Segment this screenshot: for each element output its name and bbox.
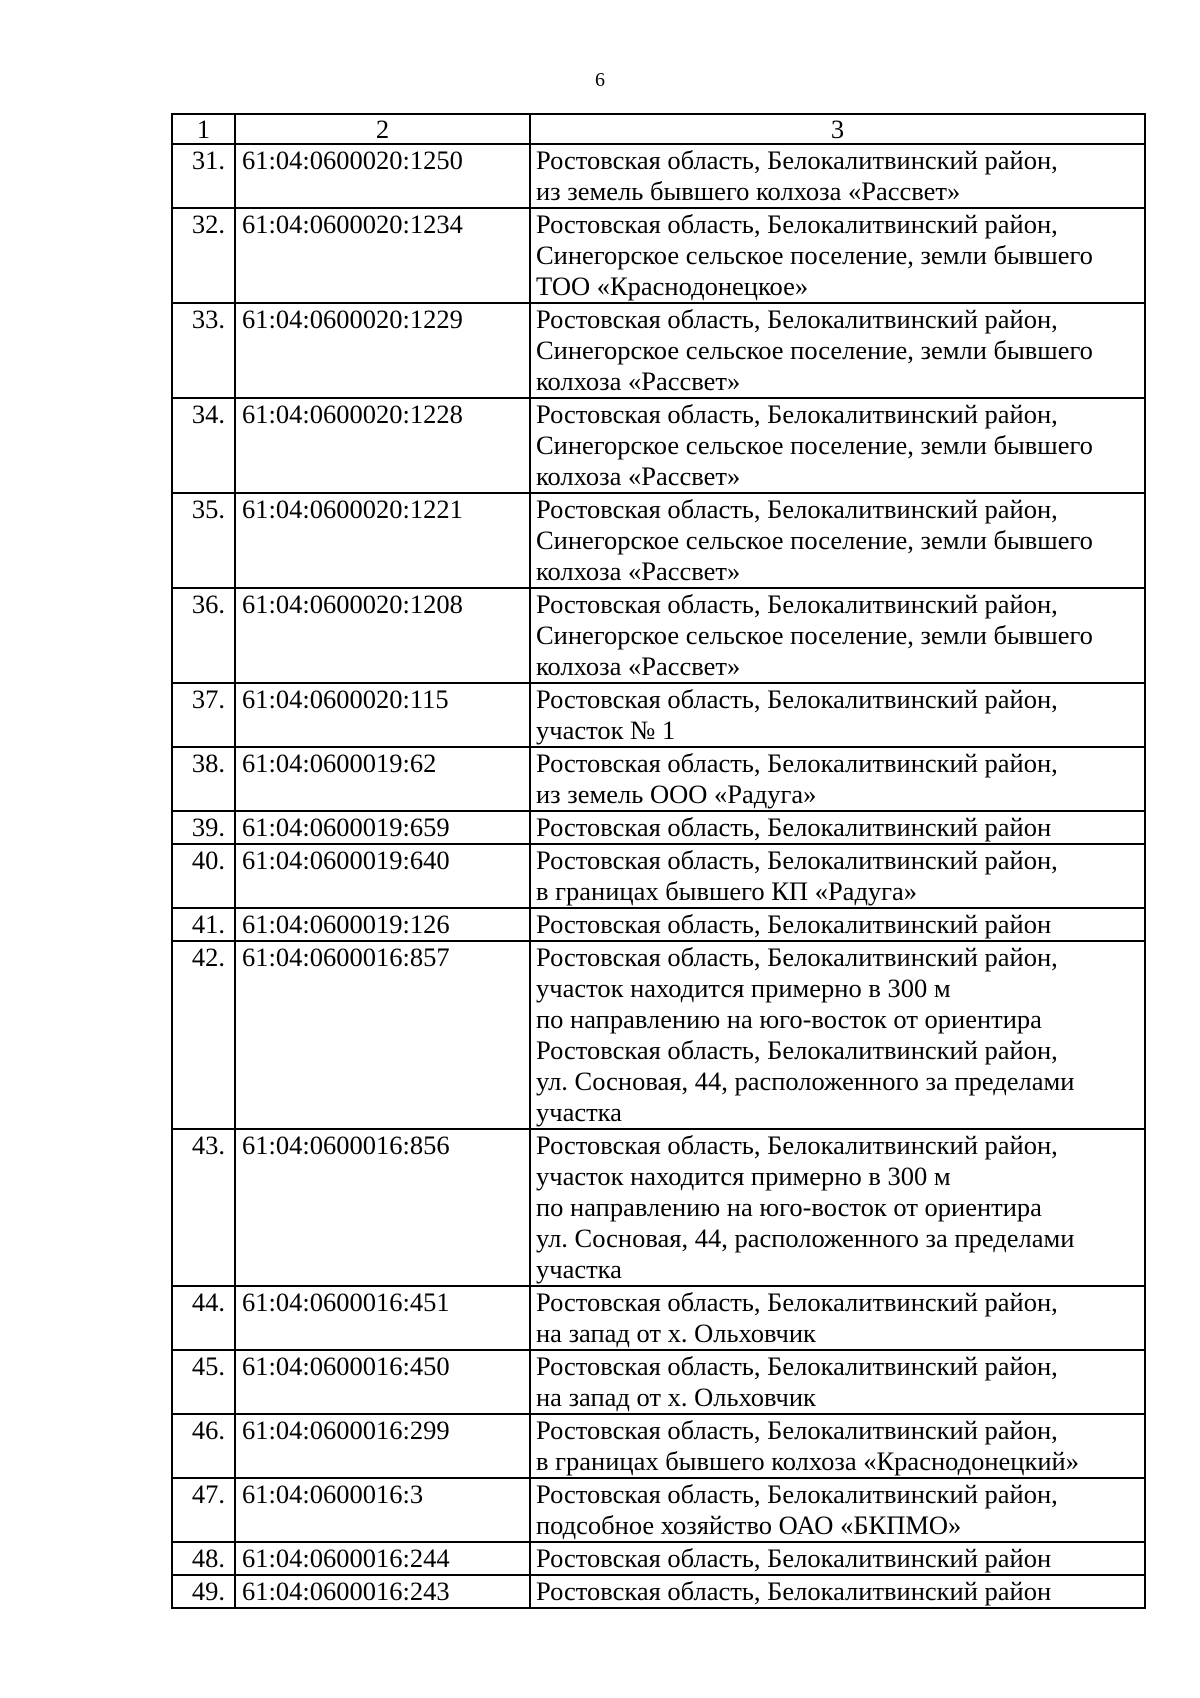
cadastral-number: 61:04:0600019:62 bbox=[235, 747, 530, 811]
cadastral-number: 61:04:0600019:126 bbox=[235, 908, 530, 941]
table-body bbox=[172, 144, 1145, 1608]
table-row bbox=[172, 493, 1145, 588]
address-cell bbox=[530, 1129, 1145, 1286]
table-row bbox=[172, 1575, 1145, 1608]
address-line: подсобное хозяйство ОАО «БКПМО» bbox=[536, 1510, 962, 1540]
row-number: 36. bbox=[172, 588, 235, 683]
row-number: 39. bbox=[172, 811, 235, 844]
address-line: из земель бывшего колхоза «Рассвет» bbox=[536, 176, 961, 206]
address-line: участок находится примерно в 300 м bbox=[536, 973, 951, 1003]
cadastral-number: 61:04:0600020:115 bbox=[235, 683, 530, 747]
address-line: в границах бывшего КП «Радуга» bbox=[536, 876, 918, 906]
address-line: участка bbox=[536, 1254, 622, 1284]
table-row bbox=[172, 844, 1145, 908]
address-line: ТОО «Краснодонецкое» bbox=[536, 271, 809, 301]
address-line: Синегорское сельское поселение, земли бывшего bbox=[536, 430, 1093, 460]
address-cell bbox=[530, 144, 1145, 208]
cadastral-number: 61:04:0600016:450 bbox=[235, 1350, 530, 1414]
row-number: 40. bbox=[172, 844, 235, 908]
address-cell bbox=[530, 1575, 1145, 1608]
row-number: 46. bbox=[172, 1414, 235, 1478]
address-cell bbox=[530, 747, 1145, 811]
row-number: 31. bbox=[172, 144, 235, 208]
cadastral-number: 61:04:0600016:299 bbox=[235, 1414, 530, 1478]
address-line: колхоза «Рассвет» bbox=[536, 366, 741, 396]
address-line: Ростовская область, Белокалитвинский район, bbox=[536, 399, 1058, 429]
address-line: Синегорское сельское поселение, земли бывшего bbox=[536, 620, 1093, 650]
cadastral-number: 61:04:0600019:640 bbox=[235, 844, 530, 908]
cadastral-number: 61:04:0600016:856 bbox=[235, 1129, 530, 1286]
address-cell bbox=[530, 493, 1145, 588]
address-line: на запад от х. Ольховчик bbox=[536, 1382, 816, 1412]
address-line: Ростовская область, Белокалитвинский район, bbox=[536, 748, 1058, 778]
row-number: 32. bbox=[172, 208, 235, 303]
cadastral-number: 61:04:0600016:857 bbox=[235, 941, 530, 1129]
address-line: по направлению на юго-восток от ориентира bbox=[536, 1004, 1042, 1034]
address-line: Ростовская область, Белокалитвинский район, bbox=[536, 1351, 1058, 1381]
address-line: Ростовская область, Белокалитвинский район, bbox=[536, 942, 1058, 972]
address-line: Ростовская область, Белокалитвинский район, bbox=[536, 684, 1058, 714]
table-row bbox=[172, 1478, 1145, 1542]
address-line: Ростовская область, Белокалитвинский район, bbox=[536, 494, 1058, 524]
address-line: Ростовская область, Белокалитвинский район, bbox=[536, 1415, 1058, 1445]
address-line: Синегорское сельское поселение, земли бывшего bbox=[536, 240, 1093, 270]
address-cell bbox=[530, 398, 1145, 493]
address-cell bbox=[530, 811, 1145, 844]
table-row bbox=[172, 144, 1145, 208]
table-row bbox=[172, 1129, 1145, 1286]
address-cell bbox=[530, 1350, 1145, 1414]
cadastral-number: 61:04:0600020:1228 bbox=[235, 398, 530, 493]
address-cell bbox=[530, 844, 1145, 908]
address-line: на запад от х. Ольховчик bbox=[536, 1318, 816, 1348]
cadastral-number: 61:04:0600016:243 bbox=[235, 1575, 530, 1608]
cadastral-number: 61:04:0600016:451 bbox=[235, 1286, 530, 1350]
table-row bbox=[172, 398, 1145, 493]
address-cell bbox=[530, 1286, 1145, 1350]
cadastral-number: 61:04:0600016:3 bbox=[235, 1478, 530, 1542]
table-row bbox=[172, 811, 1145, 844]
table-row bbox=[172, 588, 1145, 683]
table-row bbox=[172, 1350, 1145, 1414]
cadastral-number: 61:04:0600020:1234 bbox=[235, 208, 530, 303]
address-line: Ростовская область, Белокалитвинский район, bbox=[536, 145, 1058, 175]
column-header-number: 1 bbox=[172, 114, 235, 144]
table-row bbox=[172, 908, 1145, 941]
table-row bbox=[172, 1286, 1145, 1350]
table-row bbox=[172, 1542, 1145, 1575]
land-plot-table bbox=[171, 113, 1146, 1609]
address-line: ул. Сосновая, 44, расположенного за пределами bbox=[536, 1066, 1075, 1096]
address-line: в границах бывшего колхоза «Краснодонецкий» bbox=[536, 1446, 1079, 1476]
table-row bbox=[172, 941, 1145, 1129]
row-number: 47. bbox=[172, 1478, 235, 1542]
address-line: Ростовская область, Белокалитвинский район bbox=[536, 1543, 1052, 1573]
table-header-row bbox=[172, 114, 1145, 144]
table-row bbox=[172, 747, 1145, 811]
address-cell bbox=[530, 1414, 1145, 1478]
table-row bbox=[172, 683, 1145, 747]
address-line: Ростовская область, Белокалитвинский район, bbox=[536, 209, 1058, 239]
address-line: Ростовская область, Белокалитвинский район, bbox=[536, 589, 1058, 619]
address-cell bbox=[530, 588, 1145, 683]
column-header-cadastral: 2 bbox=[235, 114, 530, 144]
address-line: Ростовская область, Белокалитвинский район bbox=[536, 812, 1052, 842]
address-line: Ростовская область, Белокалитвинский район, bbox=[536, 1035, 1058, 1065]
address-line: участок находится примерно в 300 м bbox=[536, 1161, 951, 1191]
address-cell bbox=[530, 303, 1145, 398]
address-cell bbox=[530, 1542, 1145, 1575]
row-number: 42. bbox=[172, 941, 235, 1129]
address-line: Синегорское сельское поселение, земли бывшего bbox=[536, 335, 1093, 365]
address-line: Ростовская область, Белокалитвинский район, bbox=[536, 1479, 1058, 1509]
address-line: Ростовская область, Белокалитвинский район bbox=[536, 909, 1052, 939]
cadastral-number: 61:04:0600019:659 bbox=[235, 811, 530, 844]
table-row bbox=[172, 1414, 1145, 1478]
table-row bbox=[172, 208, 1145, 303]
address-line: колхоза «Рассвет» bbox=[536, 556, 741, 586]
row-number: 48. bbox=[172, 1542, 235, 1575]
address-line: ул. Сосновая, 44, расположенного за пределами bbox=[536, 1223, 1075, 1253]
address-line: Ростовская область, Белокалитвинский район, bbox=[536, 1287, 1058, 1317]
address-line: Ростовская область, Белокалитвинский район, bbox=[536, 1130, 1058, 1160]
address-line: Синегорское сельское поселение, земли бывшего bbox=[536, 525, 1093, 555]
table-row bbox=[172, 303, 1145, 398]
address-line: Ростовская область, Белокалитвинский район, bbox=[536, 304, 1058, 334]
cadastral-number: 61:04:0600020:1250 bbox=[235, 144, 530, 208]
cadastral-number: 61:04:0600016:244 bbox=[235, 1542, 530, 1575]
cadastral-number: 61:04:0600020:1208 bbox=[235, 588, 530, 683]
address-cell bbox=[530, 908, 1145, 941]
row-number: 37. bbox=[172, 683, 235, 747]
page-number: 6 bbox=[595, 69, 605, 91]
row-number: 49. bbox=[172, 1575, 235, 1608]
row-number: 43. bbox=[172, 1129, 235, 1286]
row-number: 33. bbox=[172, 303, 235, 398]
row-number: 35. bbox=[172, 493, 235, 588]
row-number: 41. bbox=[172, 908, 235, 941]
cadastral-number: 61:04:0600020:1229 bbox=[235, 303, 530, 398]
address-line: по направлению на юго-восток от ориентира bbox=[536, 1192, 1042, 1222]
address-line: участок № 1 bbox=[536, 715, 676, 745]
cadastral-number: 61:04:0600020:1221 bbox=[235, 493, 530, 588]
address-cell bbox=[530, 941, 1145, 1129]
row-number: 45. bbox=[172, 1350, 235, 1414]
row-number: 34. bbox=[172, 398, 235, 493]
column-header-address: 3 bbox=[530, 114, 1145, 144]
row-number: 44. bbox=[172, 1286, 235, 1350]
row-number: 38. bbox=[172, 747, 235, 811]
address-cell bbox=[530, 683, 1145, 747]
address-line: колхоза «Рассвет» bbox=[536, 651, 741, 681]
address-line: из земель ООО «Радуга» bbox=[536, 779, 817, 809]
address-cell bbox=[530, 208, 1145, 303]
address-line: участка bbox=[536, 1097, 622, 1127]
address-cell bbox=[530, 1478, 1145, 1542]
address-line: колхоза «Рассвет» bbox=[536, 461, 741, 491]
address-line: Ростовская область, Белокалитвинский район, bbox=[536, 845, 1058, 875]
address-line: Ростовская область, Белокалитвинский район bbox=[536, 1576, 1052, 1606]
